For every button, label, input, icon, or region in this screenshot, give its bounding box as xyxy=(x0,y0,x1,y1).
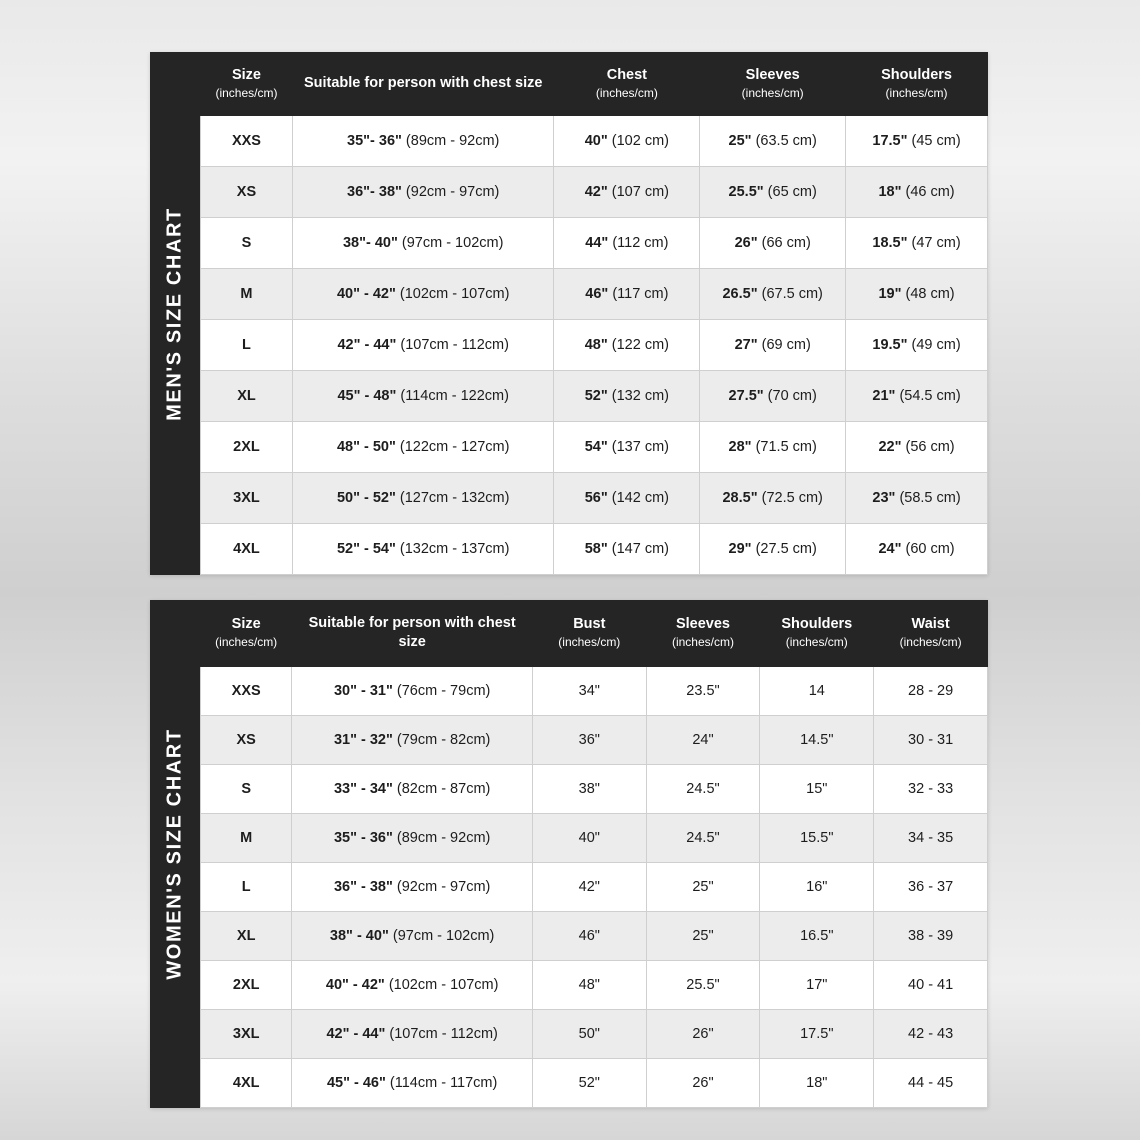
cell-chest-bold: 58" xyxy=(584,541,608,558)
cell-waist: 36 - 37 xyxy=(874,862,988,911)
cell-bust: 46" xyxy=(532,911,646,960)
cell-sleeves-bold: 27.5" xyxy=(728,388,764,405)
cell-shoulders-light: (46 cm) xyxy=(905,184,955,201)
cell-shoulders: 17" xyxy=(760,960,874,1009)
cell-suitable-bold: 30" - 31" xyxy=(333,682,393,699)
cell-sleeves-bold: 26" xyxy=(734,235,758,252)
cell-sleeves-light: (71.5 cm) xyxy=(755,439,817,456)
cell-chest-bold: 40" xyxy=(584,133,608,150)
column-header-chest xyxy=(554,53,700,116)
column-header-suitable-title: Suitable for person with chest size xyxy=(308,615,516,650)
cell-sleeves-bold: 29" xyxy=(728,541,752,558)
cell-sleeves: 24" xyxy=(646,715,760,764)
cell-suitable xyxy=(292,320,554,371)
table-row xyxy=(201,167,988,218)
cell-suitable-light: (114cm - 122cm) xyxy=(400,388,509,405)
cell-sleeves-light: (70 cm) xyxy=(767,388,817,405)
womens-size-table xyxy=(200,600,988,1108)
cell-size: XL xyxy=(201,371,293,422)
mens-table-body xyxy=(201,116,988,575)
cell-size: M xyxy=(201,269,293,320)
cell-shoulders-light: (48 cm) xyxy=(905,286,955,303)
table-row xyxy=(201,524,988,575)
cell-suitable-bold: 31" - 32" xyxy=(333,731,393,748)
cell-suitable xyxy=(292,813,533,862)
column-header-shoulders xyxy=(846,53,988,116)
cell-chest xyxy=(554,167,700,218)
cell-waist: 40 - 41 xyxy=(874,960,988,1009)
cell-chest-bold: 52" xyxy=(584,388,608,405)
cell-sleeves xyxy=(700,422,846,473)
cell-shoulders-light: (54.5 cm) xyxy=(899,388,961,405)
cell-suitable-bold: 52" - 54" xyxy=(336,541,396,558)
cell-suitable-light: (89cm - 92cm) xyxy=(396,829,491,846)
cell-shoulders-bold: 19.5" xyxy=(872,337,908,354)
cell-shoulders-light: (58.5 cm) xyxy=(899,490,961,507)
cell-shoulders xyxy=(846,116,988,167)
cell-chest-light: (147 cm) xyxy=(611,541,669,558)
cell-size: XS xyxy=(201,715,292,764)
cell-shoulders-bold: 21" xyxy=(872,388,896,405)
cell-shoulders xyxy=(846,422,988,473)
cell-shoulders xyxy=(846,320,988,371)
cell-suitable-light: (76cm - 79cm) xyxy=(396,682,491,699)
column-header-shoulders-unit: (inches/cm) xyxy=(885,85,948,100)
column-header-waist-title: Waist xyxy=(911,616,950,633)
cell-chest xyxy=(554,371,700,422)
cell-shoulders xyxy=(846,524,988,575)
cell-sleeves xyxy=(700,371,846,422)
table-row xyxy=(201,715,988,764)
cell-sleeves: 25" xyxy=(646,911,760,960)
cell-suitable xyxy=(292,960,533,1009)
cell-suitable xyxy=(292,524,554,575)
table-row xyxy=(201,371,988,422)
cell-suitable-bold: 45" - 46" xyxy=(326,1074,386,1091)
cell-size: 2XL xyxy=(201,960,292,1009)
cell-suitable-light: (114cm - 117cm) xyxy=(389,1074,498,1091)
cell-chest xyxy=(554,422,700,473)
cell-chest-bold: 54" xyxy=(584,439,608,456)
womens-table-body xyxy=(201,666,988,1107)
table-row xyxy=(201,666,988,715)
column-header-shoulders xyxy=(760,601,874,667)
cell-shoulders-bold: 18.5" xyxy=(872,235,908,252)
cell-shoulders: 18" xyxy=(760,1058,874,1107)
cell-shoulders-bold: 18" xyxy=(878,184,902,201)
cell-suitable xyxy=(292,167,554,218)
cell-size: XXS xyxy=(201,666,292,715)
cell-sleeves-bold: 28" xyxy=(728,439,752,456)
column-header-size-unit: (inches/cm) xyxy=(215,85,278,100)
cell-suitable-bold: 48" - 50" xyxy=(336,439,396,456)
cell-chest xyxy=(554,269,700,320)
cell-waist: 28 - 29 xyxy=(874,666,988,715)
cell-size: 4XL xyxy=(201,1058,292,1107)
cell-chest xyxy=(554,116,700,167)
cell-chest xyxy=(554,320,700,371)
cell-chest-light: (107 cm) xyxy=(611,184,669,201)
cell-suitable-light: (79cm - 82cm) xyxy=(396,731,491,748)
cell-chest-bold: 56" xyxy=(584,490,608,507)
cell-suitable xyxy=(292,473,554,524)
cell-suitable-light: (92cm - 97cm) xyxy=(396,878,491,895)
cell-bust: 36" xyxy=(532,715,646,764)
cell-sleeves-light: (69 cm) xyxy=(761,337,811,354)
cell-sleeves: 24.5" xyxy=(646,813,760,862)
cell-chest-light: (137 cm) xyxy=(611,439,669,456)
column-header-size-title: Size xyxy=(231,67,261,83)
cell-chest-light: (142 cm) xyxy=(611,490,669,507)
cell-sleeves-light: (66 cm) xyxy=(761,235,811,252)
cell-shoulders-light: (49 cm) xyxy=(911,337,961,354)
cell-waist: 34 - 35 xyxy=(874,813,988,862)
cell-shoulders: 16.5" xyxy=(760,911,874,960)
cell-size: XS xyxy=(201,167,293,218)
cell-suitable xyxy=(292,715,533,764)
table-header-row xyxy=(201,601,988,667)
cell-size: M xyxy=(201,813,292,862)
cell-shoulders xyxy=(846,473,988,524)
cell-suitable-bold: 35" - 36" xyxy=(333,829,393,846)
cell-shoulders xyxy=(846,167,988,218)
cell-sleeves xyxy=(700,116,846,167)
cell-sleeves: 25" xyxy=(646,862,760,911)
column-header-shoulders-title: Shoulders xyxy=(781,616,853,633)
column-header-sleeves xyxy=(646,601,760,667)
cell-sleeves-light: (67.5 cm) xyxy=(761,286,823,303)
cell-shoulders-bold: 17.5" xyxy=(872,133,908,150)
column-header-size xyxy=(201,53,293,116)
table-row xyxy=(201,813,988,862)
cell-suitable-bold: 42" - 44" xyxy=(326,1025,386,1042)
column-header-sleeves xyxy=(700,53,846,116)
cell-bust: 52" xyxy=(532,1058,646,1107)
cell-suitable-light: (97cm - 102cm) xyxy=(401,235,504,252)
column-header-suitable-title: Suitable for person with chest size xyxy=(303,75,543,92)
column-header-sleeves-unit: (inches/cm) xyxy=(741,85,804,100)
cell-suitable-light: (132cm - 137cm) xyxy=(399,541,510,558)
cell-suitable-bold: 35"- 36" xyxy=(347,133,402,150)
mens-chart-side-label-text: MEN'S SIZE CHART xyxy=(163,206,186,421)
cell-sleeves xyxy=(700,320,846,371)
cell-suitable-bold: 40" - 42" xyxy=(336,286,396,303)
cell-bust: 40" xyxy=(532,813,646,862)
cell-suitable-light: (122cm - 127cm) xyxy=(399,439,510,456)
cell-suitable-bold: 38"- 40" xyxy=(342,235,398,252)
cell-chest-light: (122 cm) xyxy=(611,337,669,354)
cell-suitable xyxy=(292,422,554,473)
cell-chest-light: (112 cm) xyxy=(612,235,669,252)
cell-sleeves: 25.5" xyxy=(646,960,760,1009)
cell-shoulders: 14 xyxy=(760,666,874,715)
cell-suitable-bold: 33" - 34" xyxy=(333,780,393,797)
column-header-size-title: Size xyxy=(231,616,261,633)
cell-sleeves-light: (65 cm) xyxy=(767,184,817,201)
cell-suitable-light: (102cm - 107cm) xyxy=(388,976,499,993)
cell-waist: 44 - 45 xyxy=(874,1058,988,1107)
cell-suitable xyxy=(292,218,554,269)
cell-waist: 38 - 39 xyxy=(874,911,988,960)
cell-suitable-light: (92cm - 97cm) xyxy=(405,184,500,201)
column-header-sleeves-title: Sleeves xyxy=(675,616,730,633)
table-header-row xyxy=(201,53,988,116)
cell-size: S xyxy=(201,764,292,813)
table-row xyxy=(201,320,988,371)
cell-suitable xyxy=(292,1009,533,1058)
cell-shoulders-light: (47 cm) xyxy=(911,235,961,252)
cell-chest-bold: 46" xyxy=(585,286,609,303)
cell-sleeves-bold: 26.5" xyxy=(722,286,758,303)
cell-shoulders-bold: 24" xyxy=(878,541,902,558)
cell-sleeves-bold: 28.5" xyxy=(722,490,758,507)
cell-suitable-bold: 42" - 44" xyxy=(337,337,397,354)
cell-shoulders-bold: 23" xyxy=(872,490,896,507)
cell-waist: 42 - 43 xyxy=(874,1009,988,1058)
cell-sleeves: 23.5" xyxy=(646,666,760,715)
cell-sleeves xyxy=(700,167,846,218)
column-header-sleeves-title: Sleeves xyxy=(745,67,800,83)
cell-suitable-light: (102cm - 107cm) xyxy=(399,286,510,303)
column-header-bust xyxy=(532,601,646,667)
cell-sleeves-light: (72.5 cm) xyxy=(761,490,823,507)
cell-sleeves-light: (63.5 cm) xyxy=(755,133,817,150)
table-row xyxy=(201,269,988,320)
cell-sleeves-bold: 25" xyxy=(728,133,752,150)
cell-sleeves-light: (27.5 cm) xyxy=(755,541,817,558)
column-header-sleeves-unit: (inches/cm) xyxy=(671,634,734,649)
column-header-waist xyxy=(874,601,988,667)
cell-suitable-light: (82cm - 87cm) xyxy=(396,780,491,797)
table-row xyxy=(201,764,988,813)
cell-shoulders: 14.5" xyxy=(760,715,874,764)
cell-suitable xyxy=(292,1058,533,1107)
cell-size: 2XL xyxy=(201,422,293,473)
column-header-shoulders-unit: (inches/cm) xyxy=(785,634,848,649)
cell-sleeves xyxy=(700,218,846,269)
cell-sleeves xyxy=(700,269,846,320)
cell-shoulders xyxy=(846,371,988,422)
cell-suitable-bold: 38" - 40" xyxy=(329,927,389,944)
cell-suitable xyxy=(292,116,554,167)
cell-chest xyxy=(554,524,700,575)
table-row xyxy=(201,218,988,269)
cell-bust: 42" xyxy=(532,862,646,911)
table-row xyxy=(201,960,988,1009)
column-header-chest-title: Chest xyxy=(606,67,648,83)
womens-chart-side-label-text: WOMEN'S SIZE CHART xyxy=(163,728,186,980)
cell-sleeves-bold: 25.5" xyxy=(728,184,764,201)
table-row xyxy=(201,862,988,911)
cell-size: L xyxy=(201,862,292,911)
cell-bust: 38" xyxy=(532,764,646,813)
cell-size: 3XL xyxy=(201,473,293,524)
mens-size-table xyxy=(200,52,988,575)
womens-chart-side-label xyxy=(150,600,200,1108)
cell-shoulders-bold: 19" xyxy=(878,286,902,303)
column-header-suitable xyxy=(292,53,554,116)
cell-chest xyxy=(554,473,700,524)
womens-size-chart xyxy=(150,600,988,1108)
cell-suitable-light: (89cm - 92cm) xyxy=(405,133,500,150)
cell-size: XL xyxy=(201,911,292,960)
cell-chest-bold: 42" xyxy=(584,184,608,201)
mens-chart-side-label xyxy=(150,52,200,575)
cell-suitable xyxy=(292,911,533,960)
column-header-bust-unit: (inches/cm) xyxy=(558,634,621,649)
cell-suitable xyxy=(292,862,533,911)
cell-suitable xyxy=(292,269,554,320)
cell-suitable-light: (107cm - 112cm) xyxy=(400,337,509,354)
cell-sleeves-bold: 27" xyxy=(734,337,758,354)
column-header-bust-title: Bust xyxy=(573,616,606,633)
cell-suitable-bold: 45" - 48" xyxy=(337,388,397,405)
cell-shoulders-light: (56 cm) xyxy=(905,439,955,456)
column-header-size-unit: (inches/cm) xyxy=(215,634,278,649)
cell-bust: 48" xyxy=(532,960,646,1009)
column-header-shoulders-title: Shoulders xyxy=(881,67,952,83)
cell-shoulders: 15" xyxy=(760,764,874,813)
table-row xyxy=(201,911,988,960)
cell-shoulders xyxy=(846,269,988,320)
cell-size: S xyxy=(201,218,293,269)
cell-shoulders: 15.5" xyxy=(760,813,874,862)
cell-chest-light: (117 cm) xyxy=(612,286,669,303)
cell-shoulders: 16" xyxy=(760,862,874,911)
cell-sleeves: 26" xyxy=(646,1058,760,1107)
cell-size: 4XL xyxy=(201,524,293,575)
cell-sleeves: 26" xyxy=(646,1009,760,1058)
cell-bust: 34" xyxy=(532,666,646,715)
cell-chest-bold: 48" xyxy=(584,337,608,354)
cell-waist: 30 - 31 xyxy=(874,715,988,764)
cell-sleeves: 24.5" xyxy=(646,764,760,813)
cell-chest-light: (132 cm) xyxy=(611,388,669,405)
cell-chest xyxy=(554,218,700,269)
cell-bust: 50" xyxy=(532,1009,646,1058)
cell-chest-bold: 44" xyxy=(585,235,609,252)
cell-waist: 32 - 33 xyxy=(874,764,988,813)
cell-suitable xyxy=(292,764,533,813)
table-row xyxy=(201,1009,988,1058)
table-row xyxy=(201,1058,988,1107)
cell-suitable-bold: 40" - 42" xyxy=(325,976,385,993)
cell-suitable xyxy=(292,371,554,422)
column-header-size xyxy=(201,601,292,667)
cell-shoulders-light: (60 cm) xyxy=(905,541,955,558)
cell-suitable xyxy=(292,666,533,715)
cell-suitable-bold: 36"- 38" xyxy=(347,184,402,201)
cell-shoulders xyxy=(846,218,988,269)
cell-shoulders-bold: 22" xyxy=(878,439,902,456)
mens-size-chart xyxy=(150,52,988,575)
cell-suitable-light: (97cm - 102cm) xyxy=(392,927,495,944)
cell-size: XXS xyxy=(201,116,293,167)
column-header-waist-unit: (inches/cm) xyxy=(899,634,962,649)
cell-size: L xyxy=(201,320,293,371)
cell-suitable-light: (127cm - 132cm) xyxy=(399,490,510,507)
cell-suitable-light: (107cm - 112cm) xyxy=(389,1025,498,1042)
table-row xyxy=(201,473,988,524)
cell-shoulders-light: (45 cm) xyxy=(911,133,961,150)
cell-suitable-bold: 36" - 38" xyxy=(333,878,393,895)
table-row xyxy=(201,116,988,167)
cell-sleeves xyxy=(700,524,846,575)
cell-size: 3XL xyxy=(201,1009,292,1058)
cell-sleeves xyxy=(700,473,846,524)
column-header-suitable xyxy=(292,601,533,667)
cell-suitable-bold: 50" - 52" xyxy=(336,490,396,507)
cell-chest-light: (102 cm) xyxy=(611,133,669,150)
table-row xyxy=(201,422,988,473)
column-header-chest-unit: (inches/cm) xyxy=(595,85,658,100)
cell-shoulders: 17.5" xyxy=(760,1009,874,1058)
